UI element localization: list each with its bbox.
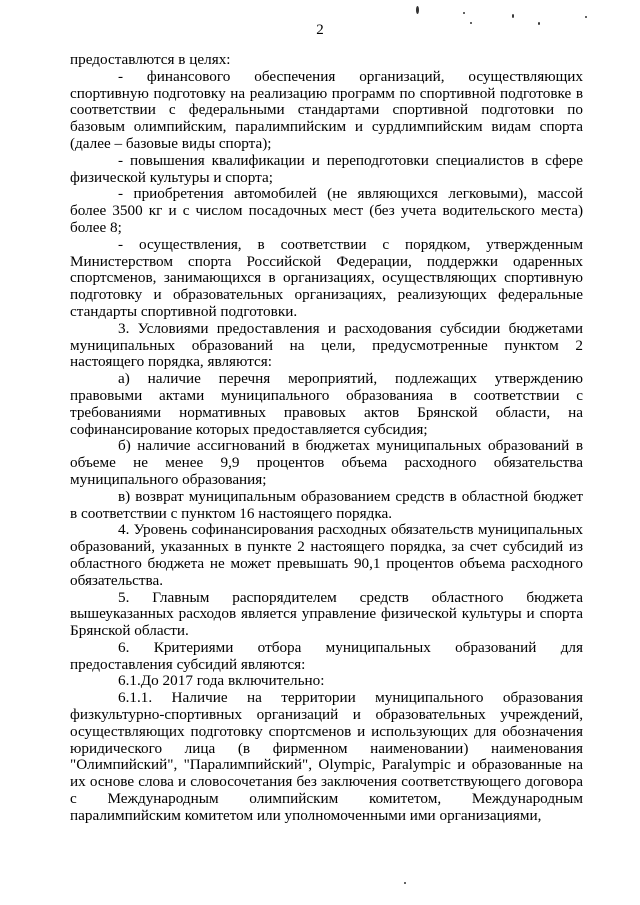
scan-speck xyxy=(416,6,419,14)
list-item-vehicles: - приобретения автомобилей (не являющихся легковыми), массой более 3500 кг и с числом посадочных мест (без учета водительского места) более 8; xyxy=(70,185,583,236)
body-text xyxy=(70,52,583,825)
clause-3-a: а) наличие перечня мероприятий, подлежащих утверждению правовыми актами муниципального образованияа в соответствии с требованиями нормативных правовых актов Брянской области, на софинансирование которых предоставляется субсидия; xyxy=(70,370,583,438)
scan-speck xyxy=(463,12,465,14)
clause-3-b: б) наличие ассигнований в бюджетах муниципальных образований в объеме не менее 9,9 процентов объема расходного обязательства муниципального образования; xyxy=(70,437,583,488)
scan-speck xyxy=(470,22,472,24)
clause-6-1-1: 6.1.1. Наличие на территории муниципального образования физкультурно-спортивных организаций и образовательных учреждений, осуществляющих подготовку спортсменов и использующих для обозначения юридического лица (в фирменном наименовании) наименования "Олимпийский", "Паралимпийский", Olympic, Paralympic и образованные на их основе слова и словосочетания без заключения соответствующего договора с Международным олимпийским комитетом, Международным паралимпийским комитетом или уполномоченными ими организациями, xyxy=(70,689,583,824)
scan-speck xyxy=(538,22,540,25)
clause-3: 3. Условиями предоставления и расходования субсидии бюджетами муниципальных образований на цели, предусмотренные пунктом 2 настоящего порядка, являются: xyxy=(70,319,583,371)
clause-5: 5. Главным распорядителем средств областного бюджета вышеуказанных расходов является управление физической культуры и спорта Брянской области. xyxy=(70,588,583,640)
clause-3-c: в) возврат муниципальным образованием средств в областной бюджет в соответствии с пунктом 16 настоящего порядка. xyxy=(70,487,583,522)
list-item-qualification: - повышения квалификации и переподготовки специалистов в сфере физической культуры и спорта; xyxy=(70,151,583,186)
scan-speck xyxy=(512,14,514,18)
scan-speck xyxy=(404,882,406,884)
page-number: 2 xyxy=(316,22,324,38)
clause-4: 4. Уровень софинансирования расходных обязательств муниципальных образований, указанных в пункте 2 настоящего порядка, за счет субсидий из областного бюджета не может превышать 90,1 процентов объема расходного обязательства. xyxy=(70,521,583,589)
clause-6: 6. Критериями отбора муниципальных образований для предоставления субсидий являются: xyxy=(70,638,583,673)
clause-6-1: 6.1.До 2017 года включительно: xyxy=(118,672,325,690)
scan-speck xyxy=(585,16,587,18)
paragraph-intro: предоставлются в целях: xyxy=(70,51,231,68)
list-item-gifted-athletes: - осуществления, в соответствии с порядком, утвержденным Министерством спорта Российской Федерации, поддержки одаренных спортсменов, занимающихся в организациях, осуществляющих спортивную подготовку и образовательных организациях, реализующих федеральные стандарты спортивной подготовки. xyxy=(70,235,583,320)
list-item-financing: - финансового обеспечения организаций, осуществляющих спортивную подготовку на реализацию программ по спортивной подготовке в соответствии с федеральными стандартами спортивной подготовки по базовым олимпийским, паралимпийским и сурдлимпийским видам спорта (далее – базовые виды спорта); xyxy=(70,67,583,152)
